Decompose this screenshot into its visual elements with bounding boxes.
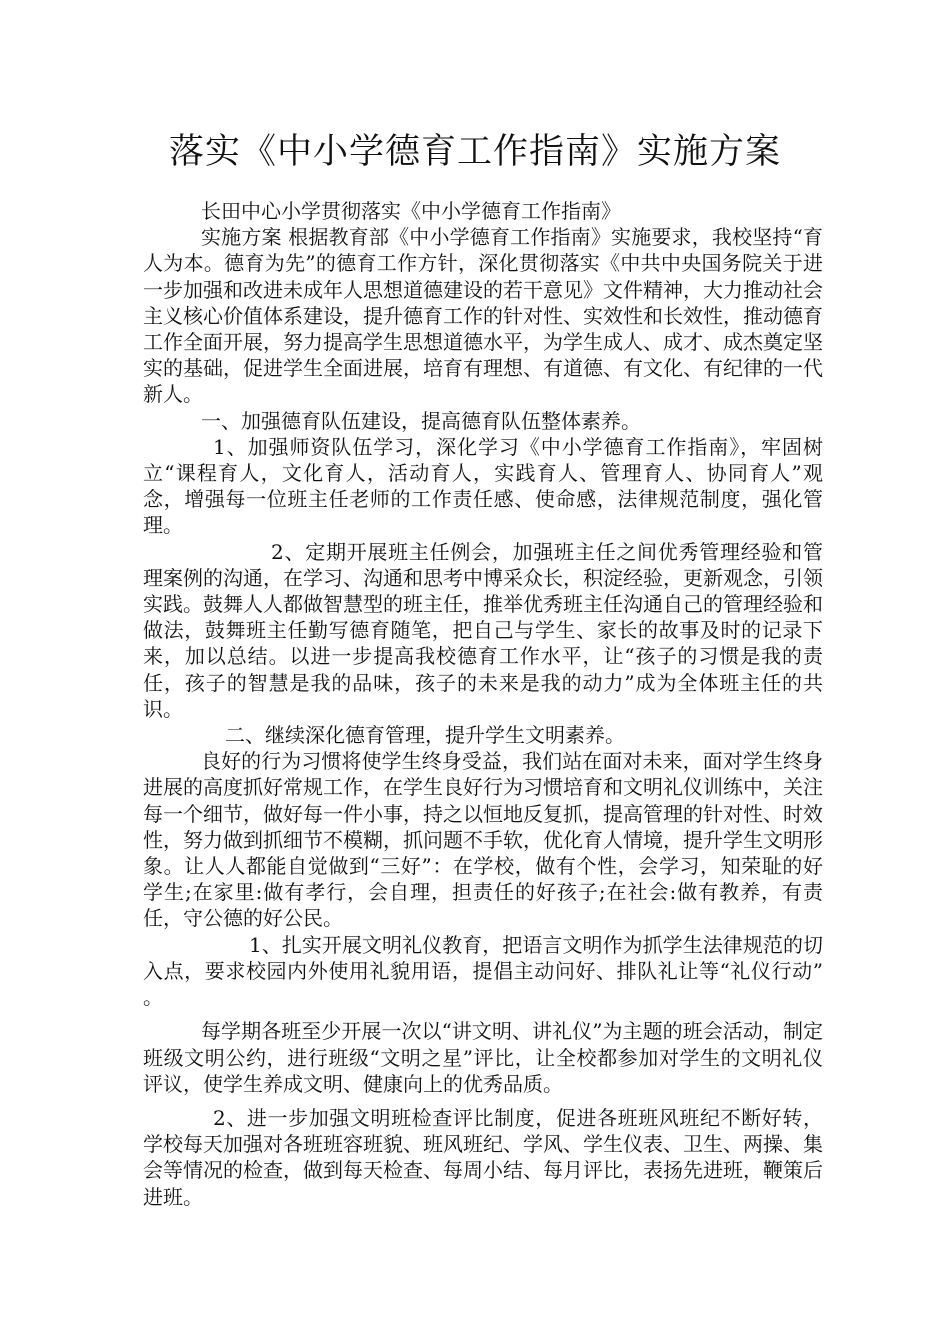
section-2-intro-paragraph: 良好的行为习惯将使学生终身受益，我们站在面对未来，面对学生终身进展的高度抓好常规工作，在学生良好行为习惯培育和文明礼仪训练中，关注每一个细节，做好每一件小事，持之以恒地反复抓，提高管理的针对性、时效性，努力做到抓细节不模糊，抓问题不手软，优化育人情境，提升学生文明形象。让人人都能自觉做到“三好”：在学校，做有个性，会学习，知荣耻的好学生;在家里:做有孝行，会自理，担责任的好孩子;在社会:做有教养，有责任，守公德的好公民。 (143, 749, 823, 931)
document-title: 落实《中小学德育工作指南》实施方案 (168, 132, 781, 172)
item-paragraph-1-2: 2、定期开展班主任例会，加强班主任之间优秀管理经验和管理案例的沟通，在学习、沟通和思考中博采众长，积淀经验，更新观念，引领实践。鼓舞人人都做智慧型的班主任，推举优秀班主任沟通自己的管理经验和做法，鼓舞班主任勤写德育随笔，把自己与学生、家长的故事及时的记录下来，加以总结。以进一步提高我校德育工作水平，让“孩子的习惯是我的责任，孩子的智慧是我的品味，孩子的未来是我的动力”成为全体班主任的共识。 (143, 539, 823, 721)
section-heading-2: 二、继续深化德育管理，提升学生文明素养。 (225, 723, 625, 748)
item-paragraph-2-1: 1、扎实开展文明礼仪教育，把语言文明作为抓学生法律规范的切入点，要求校园内外使用礼貌用语，提倡主动问好、排队礼让等“礼仪行动” 。 (143, 932, 823, 1010)
section-heading-1: 一、加强德育队伍建设，提高德育队伍整体素养。 (201, 408, 641, 433)
intro-paragraph: 实施方案 根据教育部《中小学德育工作指南》实施要求，我校坚持“育人为本。德育为先”的德育工作方针，深化贯彻落实《中共中央国务院关于进一步加强和改进未成年人思想道德建设的若干意见》文件精神，大力推动社会主义核心价值体系建设，提升德育工作的针对性、实效性和长效性，推动德育工作全面开展，努力提高学生思想道德水平，为学生成人、成才、成杰奠定坚实的基础，促进学生全面进展，培育有理想、有道德、有文化、有纪律的一代新人。 (143, 225, 823, 407)
document-body (143, 198, 823, 1210)
item-paragraph-1-1: 1、加强师资队伍学习，深化学习《中小学德育工作指南》，牢固树立“课程育人，文化育人，活动育人，实践育人、管理育人、协同育人”观念，增强每一位班主任老师的工作责任感、使命感，法律规范制度，强化管理。 (143, 434, 823, 538)
subtitle-paragraph: 长田中心小学贯彻落实《中小学德育工作指南》 (201, 199, 621, 223)
class-meeting-paragraph: 每学期各班至少开展一次以“讲文明、讲礼仪”为主题的班会活动，制定班级文明公约，进行班级“文明之星”评比，让全校都参加对学生的文明礼仪评议，使学生养成文明、健康向上的优秀品质。 (143, 1019, 823, 1096)
item-paragraph-2-2: 2、进一步加强文明班检查评比制度，促进各班班风班纪不断好转，学校每天加强对各班班容班貌、班风班纪、学风、学生仪表、卫生、两操、集会等情况的检查，做到每天检查、每周小结、每月评比，表扬先进班，鞭策后进班。 (143, 1105, 823, 1209)
